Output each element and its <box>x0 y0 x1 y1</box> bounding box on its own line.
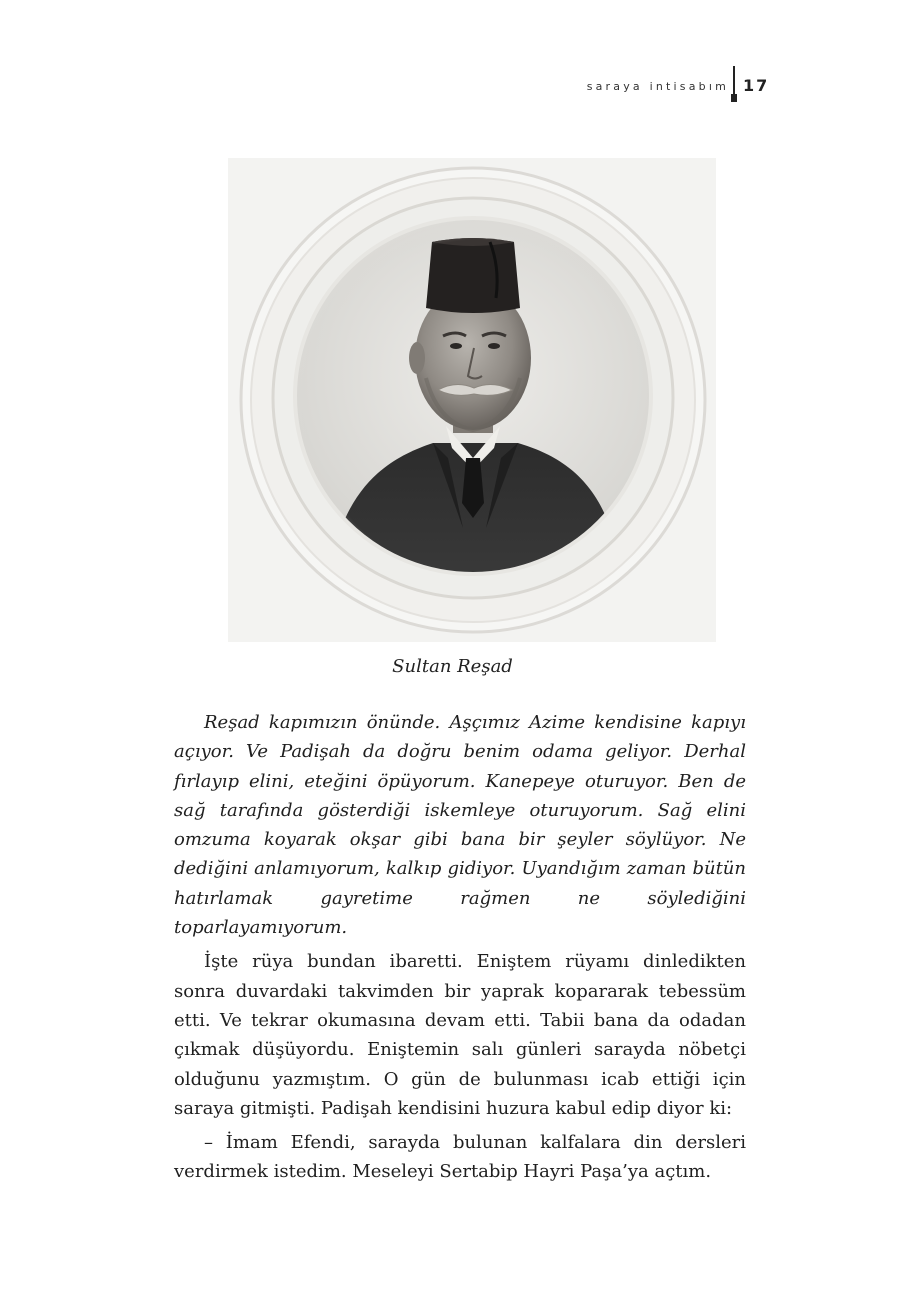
running-header <box>540 74 770 108</box>
body-text <box>174 708 746 1192</box>
page-number: 17 <box>743 76 770 95</box>
paragraph-dream-narrative: Reşad kapımızın önünde. Aşçımız Azime kendisine kapıyı açıyor. Ve Padişah da doğru benim odama geliyor. Derhal fırlayıp elini, eteğini öpüyorum. Kanepeye oturuyor. Ben de sağ tarafında gösterdiği iskemleye oturuyorum. Sağ elini omzuma koyarak okşar gibi bana bir şeyler söylüyor. Ne dediğini anlamıyorum, kalkıp gidiyor. Uyandığım zaman bütün hatırlamak gayretime rağmen ne söylediğini toparlayamıyorum. <box>174 712 746 939</box>
portrait-photo <box>228 158 716 642</box>
header-marker <box>731 94 737 102</box>
paragraph-dialogue: – İmam Efendi, sarayda bulunan kalfalara din dersleri verdirmek istedim. Meseleyi Sertabip Hayri Paşa’ya açtım. <box>174 1132 746 1183</box>
figure-caption: Sultan Reşad <box>392 656 513 677</box>
paragraph-narration: İşte rüya bundan ibaretti. Eniştem rüyamı dinledikten sonra duvardaki takvimden bir yaprak kopararak tebessüm etti. Ve tekrar okumasına devam etti. Tabii bana da odadan çıkmak düşüyordu. Eniştemin salı günleri sarayda nöbetçi olduğunu yazmıştım. O gün de bulunması icab ettiği için saraya gitmişti. Padişah kendisini huzura kabul edip diyor ki: <box>174 951 746 1119</box>
running-title: saraya intisabım <box>586 80 729 93</box>
portrait-illustration <box>228 158 716 642</box>
